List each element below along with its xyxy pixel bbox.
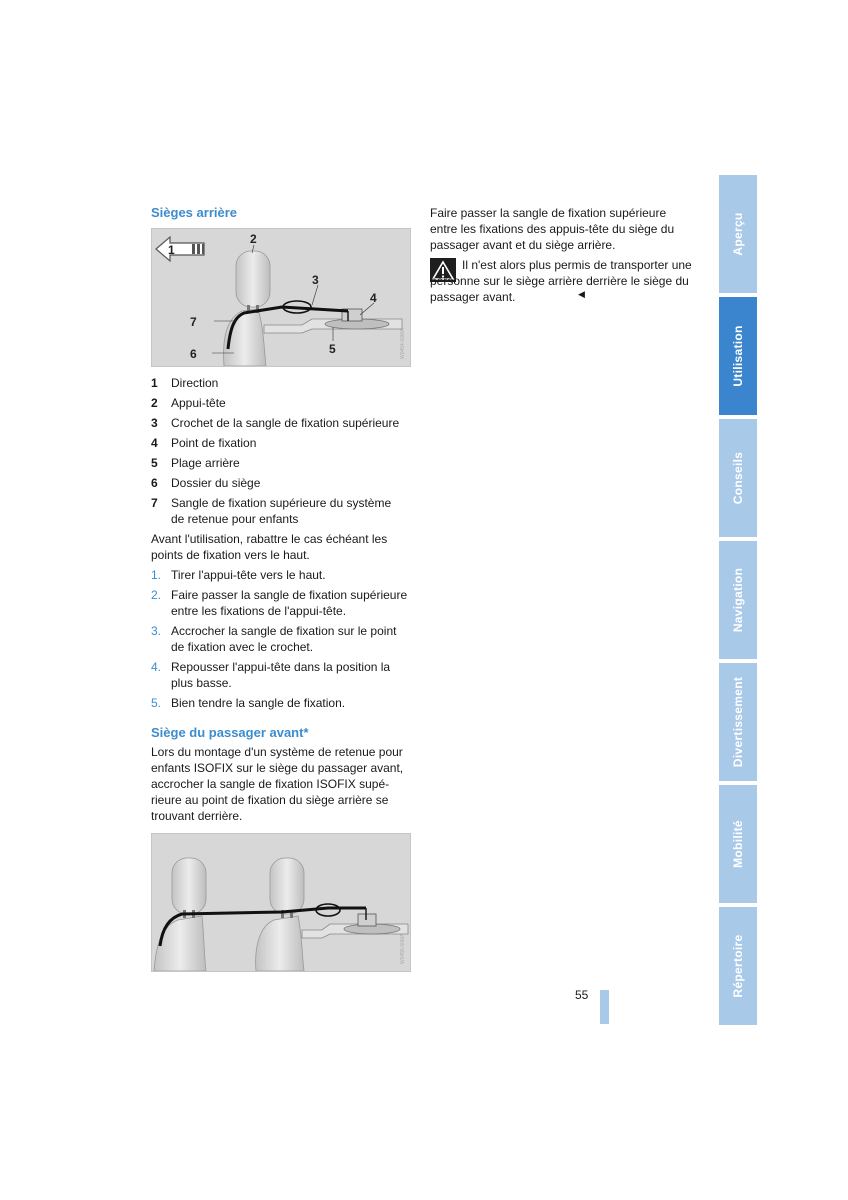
- side-tab-mobilite[interactable]: Mobilité: [719, 785, 757, 903]
- page-number: 55: [575, 988, 589, 1002]
- end-mark-icon: ◀: [578, 289, 585, 299]
- side-tab-conseils[interactable]: Conseils: [719, 419, 757, 537]
- step-item: 2. Faire passer la sangle de fixation supérieure entre les fixations de l'appui-tête.: [151, 588, 408, 618]
- legend-item: 5 Plage arrière: [151, 456, 240, 470]
- step-item: 1. Tirer l'appui-tête vers le haut.: [151, 568, 326, 582]
- side-tab-utilisation[interactable]: Utilisation: [719, 297, 757, 415]
- page-marker-bar: [600, 990, 609, 1024]
- front-passenger-illustration: [152, 834, 410, 971]
- warning-text: [430, 257, 692, 305]
- side-tab-navigation[interactable]: Navigation: [719, 541, 757, 659]
- legend-item: 1 Direction: [151, 376, 219, 390]
- callout-label-3: 3: [312, 273, 319, 287]
- step-item: 5. Bien tendre la sangle de fixation.: [151, 696, 346, 710]
- right-column-paragraph: Faire passer la sangle de fixation supérieure entre les fixations des appuis-tête du siège du passager avant et du siège arrière.: [430, 206, 675, 252]
- figure-front-passenger-tether: [151, 833, 411, 972]
- figure-rear-seat-tether: [151, 228, 411, 367]
- legend-item: 6 Dossier du siège: [151, 476, 261, 490]
- legend-list: [151, 375, 416, 715]
- step-item: 4. Repousser l'appui-tête dans la position la plus basse.: [151, 660, 391, 690]
- section2-paragraph: Lors du montage d'un système de retenue pour enfants ISOFIX sur le siège du passager avant, accrocher la sangle de fixation ISOFIX supérieure au point de fixation du siège arrière se trouvant derrière.: [151, 745, 404, 823]
- side-tab-repertoire[interactable]: Répertoire: [719, 907, 757, 1025]
- legend-item: 7 Sangle de fixation supérieure du système de retenue pour enfants: [151, 496, 392, 526]
- step-item: 3. Accrocher la sangle de fixation sur le point de fixation avec le crochet.: [151, 624, 397, 654]
- side-tab-divertissement[interactable]: Divertissement: [719, 663, 757, 781]
- section-title-rear-seats: Sièges arrière: [151, 205, 238, 220]
- intro-paragraph: Avant l'utilisation, rabattre le cas échéant les points de fixation vers le haut.: [151, 532, 388, 562]
- legend-item: 3 Crochet de la sangle de fixation supérieure: [151, 416, 400, 430]
- callout-label-1: 1: [168, 243, 175, 257]
- figure-code: W0455-00MA: [400, 933, 406, 964]
- direction-arrow-icon: [156, 237, 204, 261]
- steps-list: [151, 567, 416, 711]
- callout-label-6: 6: [190, 347, 197, 361]
- rear-seat-illustration: [152, 229, 410, 366]
- legend-item: 2 Appui-tête: [151, 396, 226, 410]
- callout-label-7: 7: [190, 315, 197, 329]
- callout-label-2: 2: [250, 232, 257, 246]
- callout-label-5: 5: [329, 342, 336, 356]
- figure-code: W0454-00MA: [400, 328, 406, 359]
- section-title-front-passenger: Siège du passager avant*: [151, 725, 309, 740]
- callout-label-4: 4: [370, 291, 377, 305]
- warning-message: Il n'est alors plus permis de transporter une personne sur le siège arrière derrière le siège du passager avant.: [430, 258, 692, 304]
- side-tab-apercu[interactable]: Aperçu: [719, 175, 757, 293]
- legend-item: 4 Point de fixation: [151, 436, 257, 450]
